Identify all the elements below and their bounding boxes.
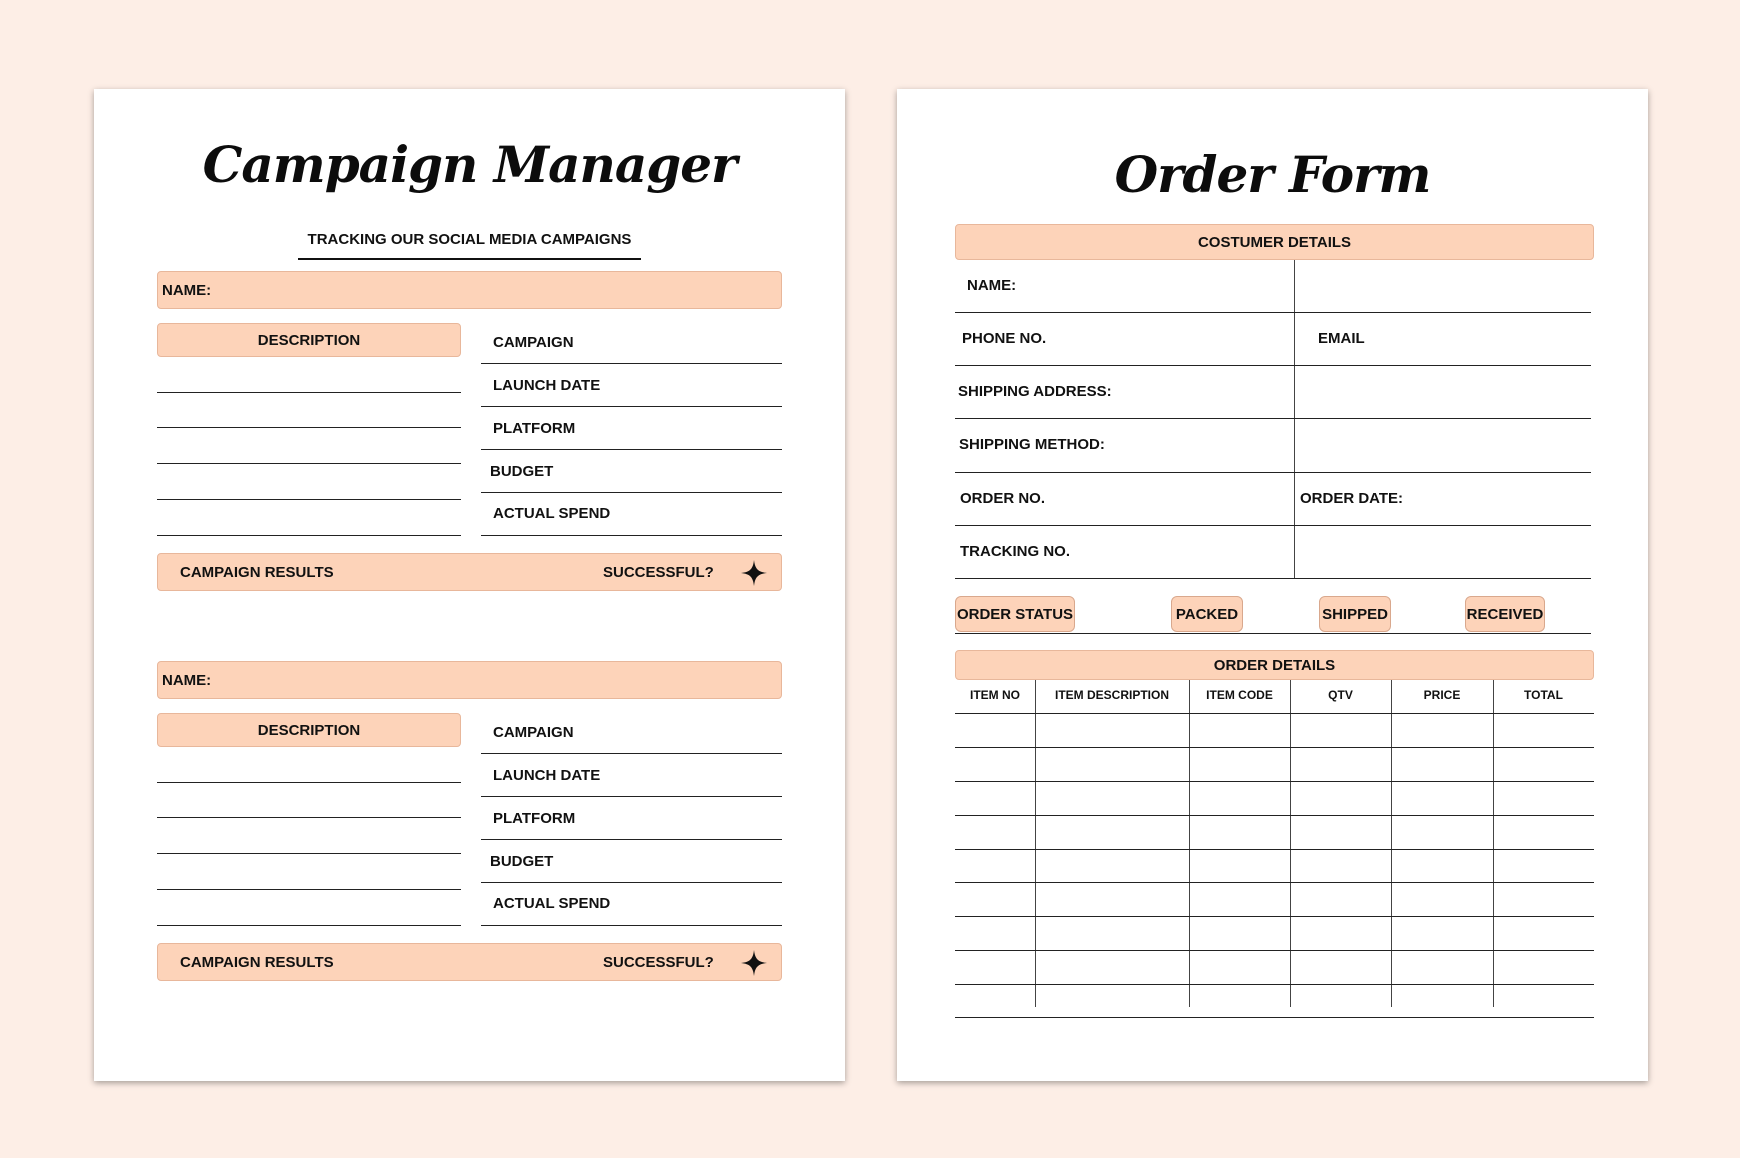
description-line[interactable] [157,392,461,393]
shipping-address-label: SHIPPING ADDRESS: [958,383,1112,400]
row-line [955,578,1591,579]
table-row[interactable] [955,747,1594,748]
platform-label: PLATFORM [493,420,576,437]
table-row[interactable] [955,713,1594,714]
platform-label: PLATFORM [493,810,576,827]
field-line[interactable] [481,925,782,926]
campaign-results-label: CAMPAIGN RESULTS [180,563,334,581]
actual-spend-label: ACTUAL SPEND [493,895,611,912]
customer-details-header [955,224,1594,260]
name-field[interactable] [157,271,782,309]
table-row[interactable] [955,781,1594,782]
col-header-item-description: ITEM DESCRIPTION [1054,688,1169,702]
budget-label: BUDGET [490,463,554,480]
name-label: NAME: [967,277,1017,294]
successful-label: SUCCESSFUL? [603,563,714,581]
row-line [955,365,1591,366]
page-title: Campaign Manager [202,135,737,194]
name-field[interactable] [157,661,782,699]
campaign-results-label: CAMPAIGN RESULTS [180,953,334,971]
campaign-results-bar [157,553,782,591]
description-line[interactable] [157,427,461,428]
received-badge[interactable] [1465,596,1545,632]
tracking-no-label: TRACKING NO. [960,543,1070,560]
field-line[interactable] [481,492,782,493]
field-line[interactable] [481,363,782,364]
col-divider [1035,680,1036,1007]
description-label: DESCRIPTION [257,721,361,739]
order-no-label: ORDER NO. [960,490,1046,507]
field-line[interactable] [481,449,782,450]
col-header-item-code: ITEM CODE [1206,688,1273,702]
field-line[interactable] [481,796,782,797]
shipped-label: SHIPPED [1322,605,1388,623]
order-details-label: ORDER DETAILS [1213,656,1336,674]
row-line [955,418,1591,419]
order-status-label: ORDER STATUS [956,605,1074,623]
col-header-qty: QTV [1328,688,1353,702]
page-subtitle: TRACKING OUR SOCIAL MEDIA CAMPAIGNS [298,231,641,260]
table-row[interactable] [955,950,1594,951]
actual-spend-label: ACTUAL SPEND [493,505,611,522]
table-row[interactable] [955,849,1594,850]
col-divider [1493,680,1494,1007]
description-line[interactable] [157,782,461,783]
sparkle-icon[interactable] [741,950,767,976]
campaign-results-bar [157,943,782,981]
email-label: EMAIL [1318,330,1365,347]
description-line[interactable] [157,535,461,536]
status-line [955,633,1591,634]
sparkle-icon[interactable] [741,560,767,586]
description-line[interactable] [157,889,461,890]
order-details-header [955,650,1594,680]
customer-details-label: COSTUMER DETAILS [1197,233,1352,251]
description-line[interactable] [157,925,461,926]
order-status-badge[interactable] [955,596,1075,632]
description-line[interactable] [157,463,461,464]
table-row[interactable] [955,916,1594,917]
shipping-method-label: SHIPPING METHOD: [959,436,1105,453]
launch-date-label: LAUNCH DATE [493,767,601,784]
row-line [955,312,1591,313]
received-label: RECEIVED [1466,605,1544,623]
table-row[interactable] [955,1017,1594,1018]
order-date-label: ORDER DATE: [1300,490,1404,507]
table-row[interactable] [955,984,1594,985]
table-row[interactable] [955,882,1594,883]
field-line[interactable] [481,882,782,883]
campaign-field-label: CAMPAIGN [493,334,574,351]
campaign-field-label: CAMPAIGN [493,724,574,741]
row-line [955,472,1591,473]
field-line[interactable] [481,753,782,754]
grid-divider [1294,260,1295,578]
field-line[interactable] [481,406,782,407]
description-line[interactable] [157,853,461,854]
phone-label: PHONE NO. [962,330,1047,347]
name-label: NAME: [162,281,212,299]
budget-label: BUDGET [490,853,554,870]
col-divider [1189,680,1190,1007]
successful-label: SUCCESSFUL? [603,953,714,971]
row-line [955,525,1591,526]
shipped-badge[interactable] [1319,596,1391,632]
campaign-manager-page [94,89,845,1081]
name-label: NAME: [162,671,212,689]
col-divider [1290,680,1291,1007]
description-label: DESCRIPTION [257,331,361,349]
col-divider [1391,680,1392,1007]
packed-label: PACKED [1175,605,1239,623]
description-header [157,323,461,357]
col-header-price: PRICE [1423,688,1461,702]
col-header-total: TOTAL [1524,688,1563,702]
table-row[interactable] [955,815,1594,816]
field-line[interactable] [481,839,782,840]
packed-badge[interactable] [1171,596,1243,632]
description-line[interactable] [157,499,461,500]
description-header [157,713,461,747]
field-line[interactable] [481,535,782,536]
order-form-page [897,89,1648,1081]
page-title: Order Form [1114,145,1431,204]
col-header-item-no: ITEM NO [970,688,1020,702]
description-line[interactable] [157,817,461,818]
launch-date-label: LAUNCH DATE [493,377,601,394]
